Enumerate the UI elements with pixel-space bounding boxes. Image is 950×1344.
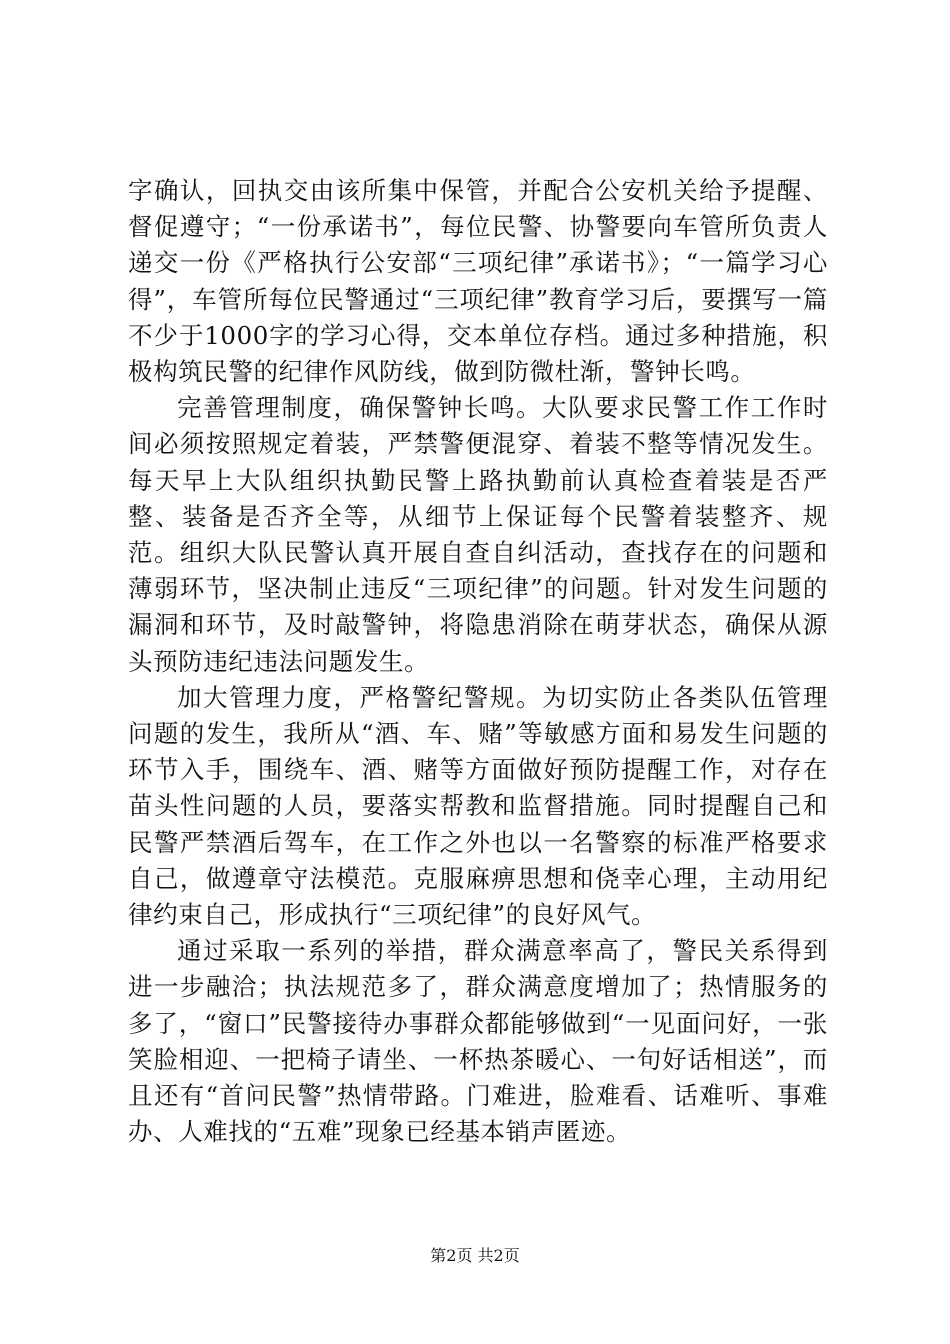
paragraph-3: 加大管理力度，严格警纪警规。为切实防止各类队伍管理问题的发生，我所从“酒、车、赌”等敏感方面和易发生问题的环节入手，围绕车、酒、赌等方面做好预防提醒工作，对存在苗头性问题的人员，要落实帮教和监督措施。同时提醒自己和民警严禁酒后驾车，在工作之外也以一名警察的标准严格要求自己，做遵章守法模范。克服麻痹思想和侥幸心理，主动用纪律约束自己，形成执行“三项纪律”的良好风气。 [128,682,828,930]
document-body [128,173,828,1150]
page-number-footer: 第2页 共2页 [430,1246,520,1265]
paragraph-4: 通过采取一系列的举措，群众满意率高了，警民关系得到进一步融洽；执法规范多了，群众满意度增加了；热情服务的多了，“窗口”民警接待办事群众都能够做到“一见面问好，一张笑脸相迎、一把椅子请坐、一杯热茶暖心、一句好话相送”，而且还有“首问民警”热情带路。门难进，脸难看、话难听、事难办、人难找的“五难”现象已经基本销声匿迹。 [128,936,828,1147]
paragraph-2: 完善管理制度，确保警钟长鸣。大队要求民警工作工作时间必须按照规定着装，严禁警便混穿、着装不整等情况发生。每天早上大队组织执勤民警上路执勤前认真检查着装是否严整、装备是否齐全等，从细节上保证每个民警着装整齐、规范。组织大队民警认真开展自查自纠活动，查找存在的问题和薄弱环节，坚决制止违反“三项纪律”的问题。针对发生问题的漏洞和环节，及时敲警钟，将隐患消除在萌芽状态，确保从源头预防违纪违法问题发生。 [128,393,828,676]
paragraph-1: 字确认，回执交由该所集中保管，并配合公安机关给予提醒、督促遵守；“一份承诺书”，每位民警、协警要向车管所负责人递交一份《严格执行公安部“三项纪律”承诺书》；“一篇学习心得”，车管所每位民警通过“三项纪律”教育学习后，要撰写一篇不少于1000字的学习心得，交本单位存档。通过多种措施，积极构筑民警的纪律作风防线，做到防微杜渐，警钟长鸣。 [128,176,828,387]
